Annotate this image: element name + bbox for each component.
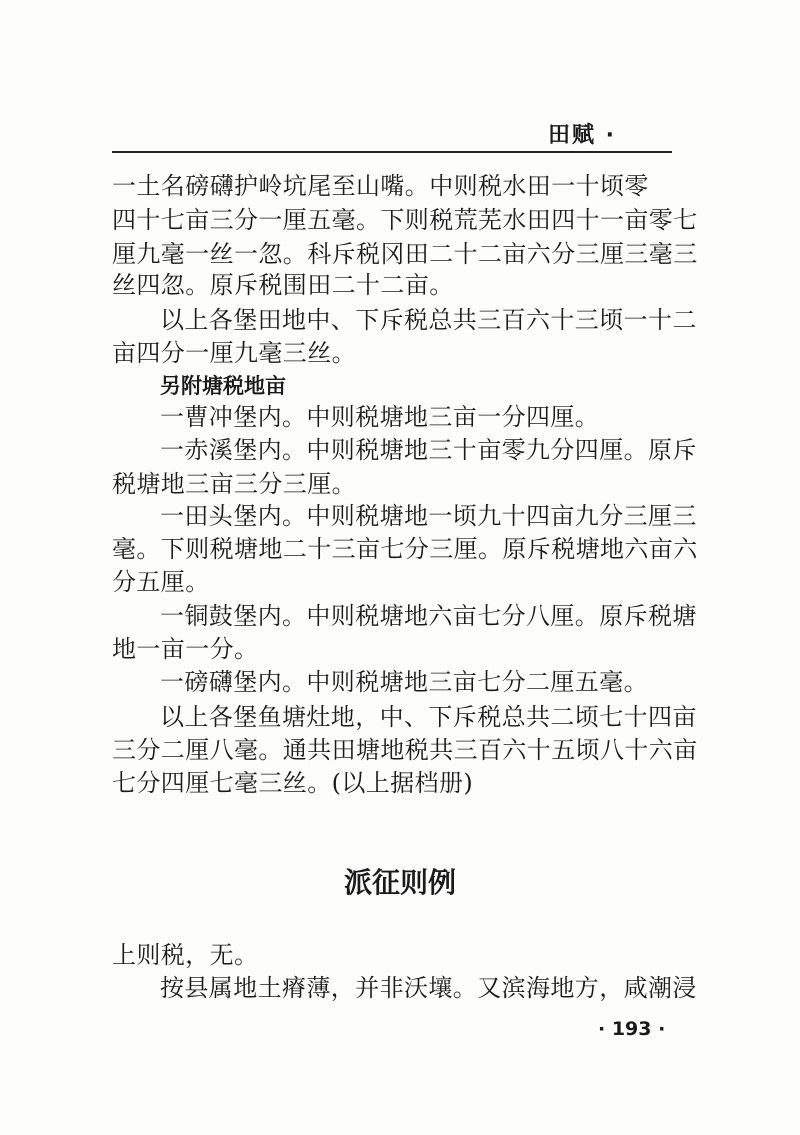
text-line: 一磅礴堡内。中则税塘地三亩七分二厘五毫。 — [160, 668, 648, 696]
section-title: 派征则例 — [343, 866, 456, 899]
text-line: 三分二厘八毫。通共田塘地税共三百六十五顷八十六亩 — [112, 736, 698, 764]
subheading: 另附塘税地亩 — [160, 374, 286, 398]
text-line: 分五厘。 — [112, 568, 210, 596]
text-line: 一铜鼓堡内。中则税塘地六亩七分八厘。原斥税塘 — [160, 602, 697, 630]
header-rule — [112, 151, 672, 153]
text-line: 厘九毫一丝一忽。科斥税冈田二十二亩六分三厘三毫三 — [112, 240, 698, 268]
text-line: 以上各堡田地中、下斥税总共三百六十三顷一十二 — [160, 306, 697, 334]
text-line: 一田头堡内。中则税塘地一顷九十四亩九分三厘三 — [160, 502, 697, 530]
text-line: 丝四忽。原斥税围田二十二亩。 — [112, 271, 454, 299]
text-line: 税塘地三亩三分三厘。 — [112, 470, 356, 498]
text-line: 一土名磅礴护岭坑尾至山嘴。中则税水田一十顷零 — [112, 172, 649, 200]
text-line: 按县属地土瘠薄，并非沃壤。又滨海地方，咸潮浸 — [160, 974, 697, 1002]
text-line: 毫。下则税塘地二十三亩七分三厘。原斥税塘地六亩六 — [112, 535, 698, 563]
text-line: 一赤溪堡内。中则税塘地三十亩零九分四厘。原斥 — [160, 436, 697, 464]
page-number: · 193 · — [598, 1018, 666, 1040]
text-line: 亩四分一厘九毫三丝。 — [112, 339, 356, 367]
text-line: 以上各堡鱼塘灶地，中、下斥税总共二顷七十四亩 — [160, 703, 697, 731]
text-line: 七分四厘七毫三丝。(以上据档册) — [112, 769, 474, 797]
running-header-title: 田赋 · — [548, 123, 617, 148]
text-line: 上则税，无。 — [112, 941, 259, 969]
text-line: 一曹冲堡内。中则税塘地三亩一分四厘。 — [160, 403, 600, 431]
text-line: 地一亩一分。 — [112, 635, 259, 663]
text-line: 四十七亩三分一厘五毫。下则税荒芜水田四十一亩零七 — [112, 206, 698, 234]
